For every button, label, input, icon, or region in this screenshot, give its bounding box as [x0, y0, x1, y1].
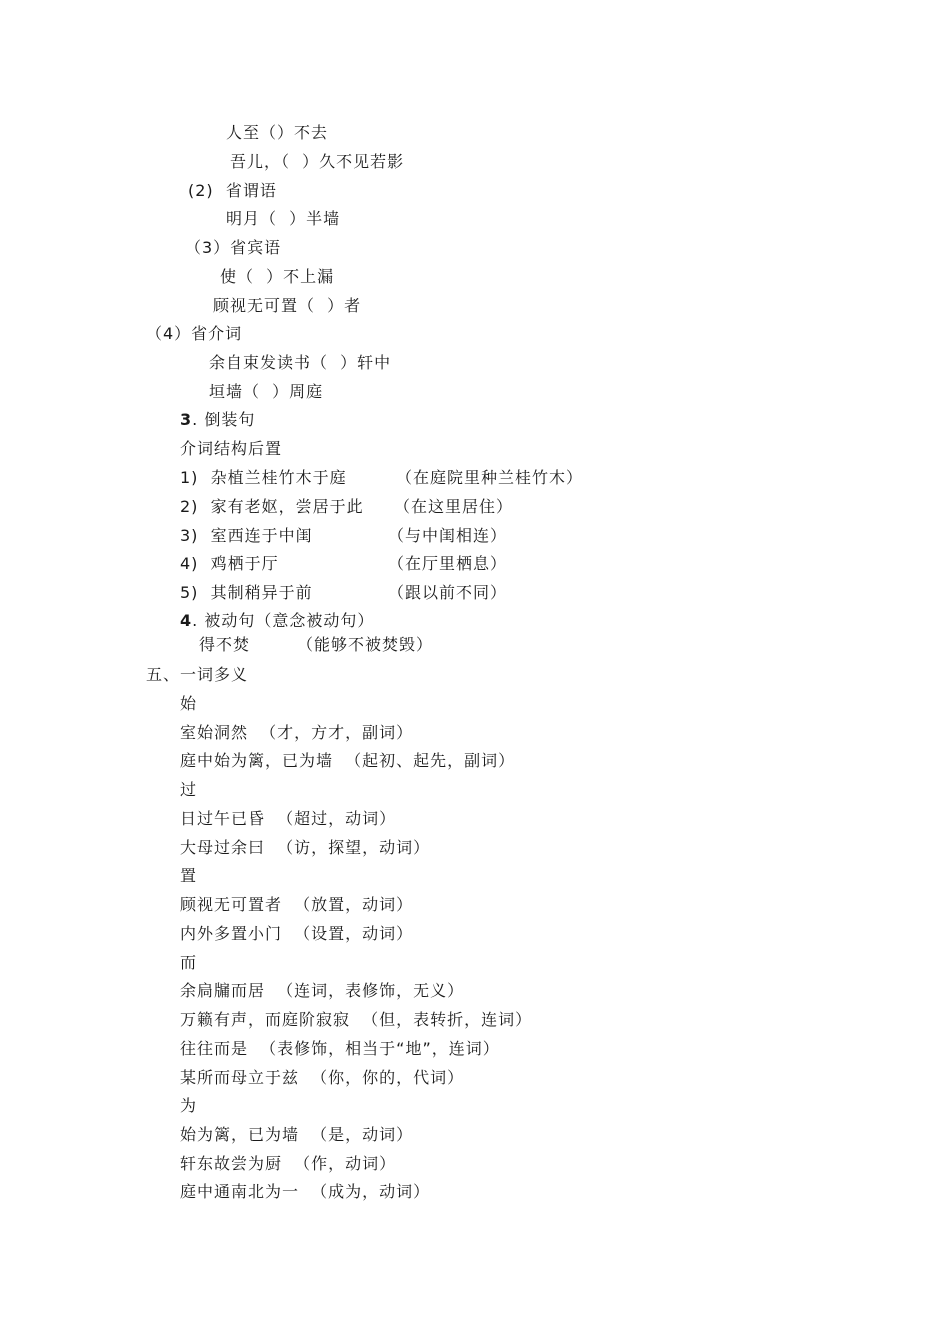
- text-line: （3）省宾语: [185, 238, 282, 257]
- section-number: 3: [180, 410, 193, 429]
- text-line: 余自束发读书（ ）轩中: [209, 353, 392, 372]
- section-heading-text: . 倒装句: [192, 410, 256, 429]
- translation-note: （在厅里栖息）: [388, 554, 508, 573]
- text-line: 大母过余曰 （访，探望，动词）: [180, 838, 431, 857]
- text-line: 4) 鸡栖于厅: [180, 554, 279, 573]
- text-line: 日过午已昏 （超过，动词）: [180, 809, 397, 828]
- text-line: 顾视无可置（ ）者: [213, 296, 362, 315]
- translation-note: （在庭院里种兰桂竹木）: [396, 468, 584, 487]
- text-line: 明月（ ）半墙: [226, 209, 341, 228]
- text-line: 2) 家有老妪，尝居于此: [180, 497, 364, 516]
- text-line: 始为篱，已为墙 （是，动词）: [180, 1125, 414, 1144]
- translation-note: （与中闺相连）: [388, 526, 508, 545]
- text-line: 往往而是 （表修饰，相当于“地”，连词）: [180, 1039, 500, 1058]
- text-line: 始: [180, 694, 198, 713]
- text-line: 余扃牖而居 （连词，表修饰，无义）: [180, 981, 465, 1000]
- text-line: 顾视无可置者 （放置，动词）: [180, 895, 414, 914]
- section-heading: [180, 611, 374, 631]
- text-line: 5) 其制稍异于前: [180, 583, 313, 602]
- text-line: 使（ ）不上漏: [220, 267, 335, 286]
- text-line: (2) 省谓语: [188, 181, 277, 200]
- text-line: 介词结构后置: [180, 439, 283, 458]
- translation-note: （跟以前不同）: [388, 583, 508, 602]
- section-heading: [180, 410, 255, 430]
- translation-note: （在这里居住）: [394, 497, 514, 516]
- translation-note: （能够不被焚毁）: [297, 635, 434, 654]
- section-heading: 五、一词多义: [146, 665, 249, 684]
- text-line: 置: [180, 866, 198, 885]
- text-line: 垣墙（ ）周庭: [209, 382, 324, 401]
- text-line: 某所而母立于兹 （你，你的，代词）: [180, 1068, 465, 1087]
- text-line: 轩东故尝为厨 （作，动词）: [180, 1154, 397, 1173]
- text-line: 万籁有声，而庭阶寂寂 （但，表转折，连词）: [180, 1010, 533, 1029]
- text-line: 为: [180, 1096, 198, 1115]
- text-line: 内外多置小门 （设置，动词）: [180, 924, 414, 943]
- text-line: 3) 室西连于中闺: [180, 526, 313, 545]
- text-line: 过: [180, 780, 198, 799]
- text-line: 1) 杂植兰桂竹木于庭: [180, 468, 347, 487]
- text-line: 室始洞然 （才，方才，副词）: [180, 723, 414, 742]
- text-line: 庭中通南北为一 （成为，动词）: [180, 1182, 431, 1201]
- text-line: 人至（）不去: [226, 123, 329, 142]
- text-line: 得不焚: [199, 635, 251, 654]
- text-line: 而: [180, 953, 198, 972]
- text-line: 庭中始为篱，已为墙 （起初、起先，副词）: [180, 751, 516, 770]
- section-heading-text: . 被动句（意念被动句）: [192, 611, 375, 630]
- section-number: 4: [180, 611, 193, 630]
- text-line: 吾儿，（ ）久不见若影: [230, 152, 405, 171]
- text-line: （4）省介词: [146, 324, 243, 343]
